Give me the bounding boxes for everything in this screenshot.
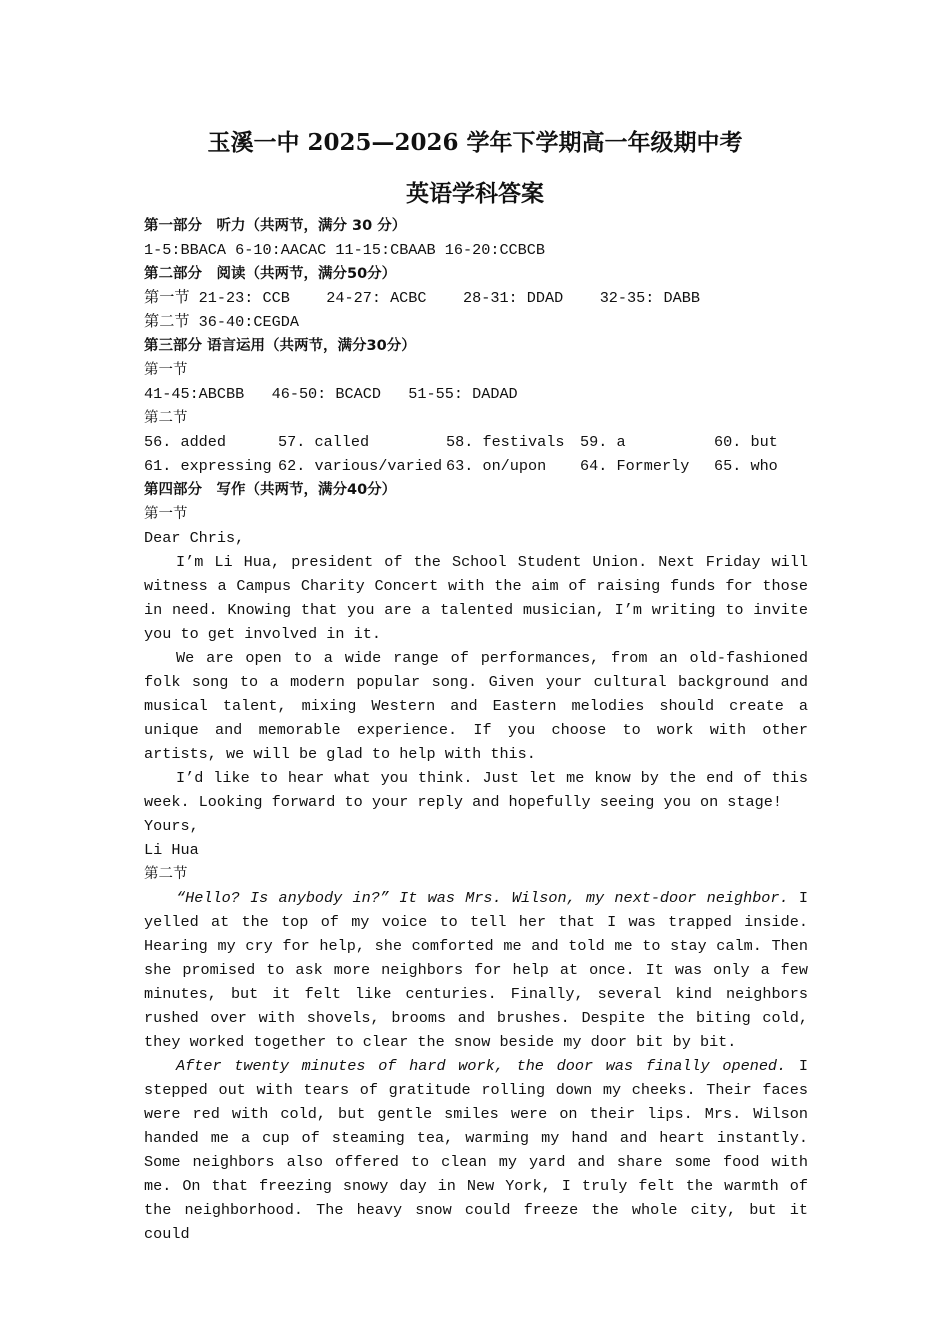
page-subtitle: 英语学科答案 xyxy=(406,180,544,207)
answer-cell: 61. expressing xyxy=(144,457,272,475)
story-paragraph xyxy=(144,1054,808,1246)
answer-cell: 56. added xyxy=(144,433,227,451)
letter xyxy=(144,526,808,862)
part4-heading: 第四部分 写作（共两节，满分40分） xyxy=(144,482,397,498)
answer-cell: 63. on/upon xyxy=(446,457,547,475)
answer-cell: 64. Formerly xyxy=(580,457,690,475)
part3-section1-answers: 41-45:ABCBB 46-50: BCACD 51-55: DADAD xyxy=(144,385,518,403)
answer-cell: 59. a xyxy=(580,433,626,451)
part1-answers: 1-5:BBACA 6-10:AACAC 11-15:CBAAB 16-20:CCBCB xyxy=(144,241,546,259)
part1-heading: 第一部分 听力（共两节，满分 30 分） xyxy=(144,218,407,234)
part4-section1-label: 第一节 xyxy=(144,506,188,522)
letter-paragraph: We are open to a wide range of performances, from an old-fashioned folk song to a modern popular song. Given your cultural background and musical talent, mixing Western and Eastern melodies should create a unique and memorable experience. If you choose to work with other artists, we will be glad to help with this. xyxy=(144,649,808,763)
letter-signature: Li Hua xyxy=(144,841,199,859)
story-paragraph xyxy=(144,886,808,1054)
story-opening-sentence: After twenty minutes of hard work, the door was finally opened. xyxy=(176,1057,787,1075)
part3-section2-label: 第二节 xyxy=(144,410,188,426)
part4-section2-label: 第二节 xyxy=(144,866,188,882)
document-body xyxy=(144,214,808,1246)
answer-cell: 58. festivals xyxy=(446,433,565,451)
answer-cell: 57. called xyxy=(278,433,370,451)
answer-row xyxy=(144,454,808,478)
part3-section1-label: 第一节 xyxy=(144,362,188,378)
story-text: I stepped out with tears of gratitude rolling down my cheeks. Their faces were red with cold, but gentle smiles were on their lips. Mrs. Wilson handed me a cup of steaming tea, warming my hand and heart instantly. Some neighbors also offered to clean my yard and share some food with me. On that freezing snowy day in New York, I truly felt the warmth of the neighborhood. The heavy snow could freeze the whole city, but it could xyxy=(144,1057,808,1243)
answer-cell: 62. various/varied xyxy=(278,457,443,475)
answer-cell: 65. who xyxy=(714,457,778,475)
letter-paragraph: I’d like to hear what you think. Just let me know by the end of this week. Looking forward to your reply and hopefully seeing you on stage! xyxy=(144,769,808,811)
letter-closing: Yours, xyxy=(144,817,199,835)
part2-section2: 第二节 36-40:CEGDA xyxy=(144,313,299,331)
continuation-writing xyxy=(144,886,808,1246)
part2-heading: 第二部分 阅读（共两节，满分50分） xyxy=(144,266,397,282)
answer-cell: 60. but xyxy=(714,433,778,451)
answer-row xyxy=(144,430,808,454)
story-opening-sentence: “Hello? Is anybody in?” It was Mrs. Wilson, my next-door neighbor. xyxy=(176,889,789,907)
letter-paragraph: I’m Li Hua, president of the School Student Union. Next Friday will witness a Campus Charity Concert with the aim of raising funds for those in need. Knowing that you are a talented musician, I’m writing to invite you to get involved in it. xyxy=(144,553,808,643)
part3-heading: 第三部分 语言运用（共两节，满分30分） xyxy=(144,338,416,354)
story-text: I yelled at the top of my voice to tell her that I was trapped inside. Hearing my cry for help, she comforted me and told me to stay calm. Then she promised to ask more neighbors for help at once. It was only a few minutes, but it felt like centuries. Finally, several kind neighbors rushed over with shovels, brooms and brushes. Despite the biting cold, they worked together to clear the snow beside my door bit by bit. xyxy=(144,889,808,1051)
page-title: 玉溪一中 2025—2026 学年下学期高一年级期中考 xyxy=(207,129,743,156)
letter-greeting: Dear Chris, xyxy=(144,529,245,547)
part2-section1: 第一节 21-23: CCB 24-27: ACBC 28-31: DDAD 32-35: DABB xyxy=(144,289,700,307)
